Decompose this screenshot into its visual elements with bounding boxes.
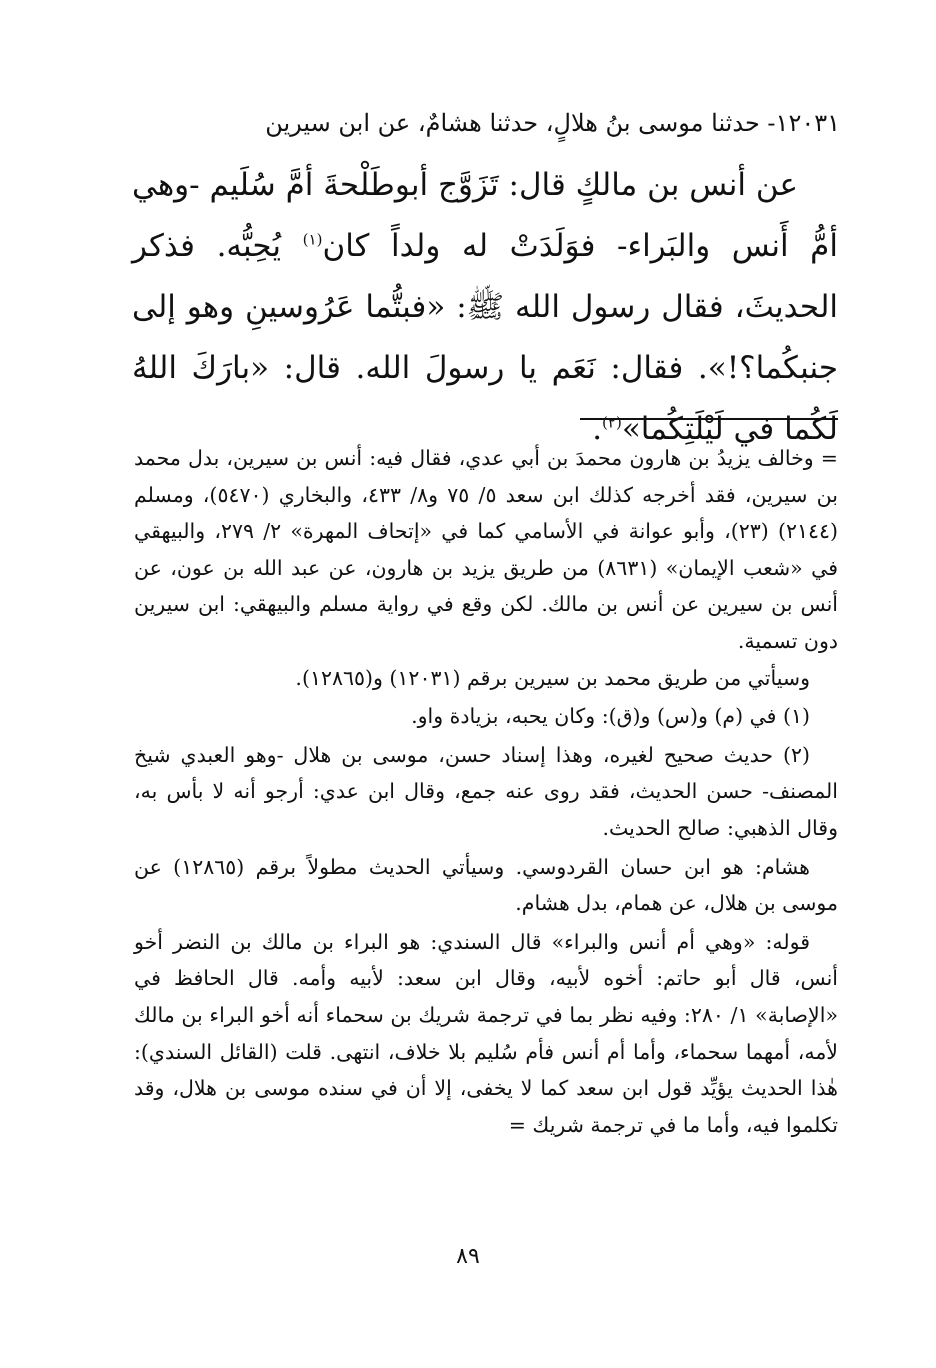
hadith-paragraph xyxy=(132,155,838,460)
page-number: ٨٩ xyxy=(456,1244,480,1269)
footnote-2: (٢) حديث صحيح لغيره، وهذا إسناد حسن، موسى بن هلال -وهو العبدي شيخ المصنف- حسن الحديث، فقد روى عنه جمع، وقال ابن عدي: أرجو أنه لا بأس به، وقال الذهبي: صالح الحديث. xyxy=(134,742,838,840)
footnote-paragraph: قوله: «وهي أم أنس والبراء» قال السندي: هو البراء بن مالك بن النضر أخو أنس، قال أبو حاتم: أخوه لأبيه، وقال ابن سعد: لأبيه وأمه. قال الحافظ في «الإصابة» ١/ ٢٨٠: وفيه نظر بما في ترجمة شريك بن سحماء أنه أخو البراء بن مالك لأمه، أمهما سحماء، وأما أم أنس فأم سُليم بلا خلاف، انتهى. قلت (القائل السندي): هٰذا الحديث يؤيِّد قول ابن سعد كما لا يخفى، إلا أن في سنده موسى بن هلال، وقد تكلموا فيه، وأما ما في ترجمة شريك = xyxy=(134,929,838,1137)
hadith-header: ١٢٠٣١- حدثنا موسى بنُ هلالٍ، حدثنا هشامٌ، عن ابن سيرين xyxy=(265,109,840,137)
footnote-marker-2[interactable]: (٢) xyxy=(602,413,622,432)
footnote-paragraph: وسيأتي من طريق محمد بن سيرين برقم (١٢٠٣١) و(١٢٨٦٥). xyxy=(295,665,810,690)
footnote-continuation: = وخالف يزيدُ بن هارون محمدَ بن أبي عدي، فقال فيه: أنس بن سيرين، بدل محمد بن سيرين، فقد أخرجه كذلك ابن سعد ٥/ ٧٥ و٨/ ٤٣٣، والبخاري (٥٤٧٠)، ومسلم (٢١٤٤) (٢٣)، وأبو عوانة في الأسامي كما في «إتحاف المهرة» ٢/ ٢٧٩، والبيهقي في «شعب الإيمان» (٨٦٣١) من طريق يزيد بن هارون، عن عبد الله بن عون، عن أنس بن سيرين عن أنس بن مالك. لكن وقع في رواية مسلم والبيهقي: ابن سيرين دون تسمية. xyxy=(134,446,839,653)
footnote-1: (١) في (م) و(س) و(ق): وكان يحبه، بزيادة واو. xyxy=(411,704,810,729)
footnote-marker-1[interactable]: (١) xyxy=(302,230,323,249)
hadith-text-end: . xyxy=(592,411,603,447)
hadith-text xyxy=(132,155,838,460)
hadith-text-part1: عن أنس بن مالكٍ قال: تَزَوَّج أبوطَلْحةَ أمَّ سُلَيم -وهي أمُّ أَنس والبَراء- فوَلَدَتْ له ولداً كان xyxy=(132,167,838,264)
footnotes xyxy=(134,440,838,1143)
footnote-separator xyxy=(580,418,838,420)
footnote-paragraph: هشام: هو ابن حسان القردوسي. وسيأتي الحديث مطولاً برقم (١٢٨٦٥) عن موسى بن هلال، عن همام، بدل هشام. xyxy=(134,854,838,916)
hadith-text-part2: يُحِبُّه. فذكر الحديثَ، فقال رسول الله ﷺ: «فبتُّما عَرُوسينِ وهو إلى جنبكُما؟!». فقال: نَعَم يا رسولَ الله. قال: «بارَكَ اللهُ لَكُما في لَيْلَتِكُما» xyxy=(132,228,838,447)
